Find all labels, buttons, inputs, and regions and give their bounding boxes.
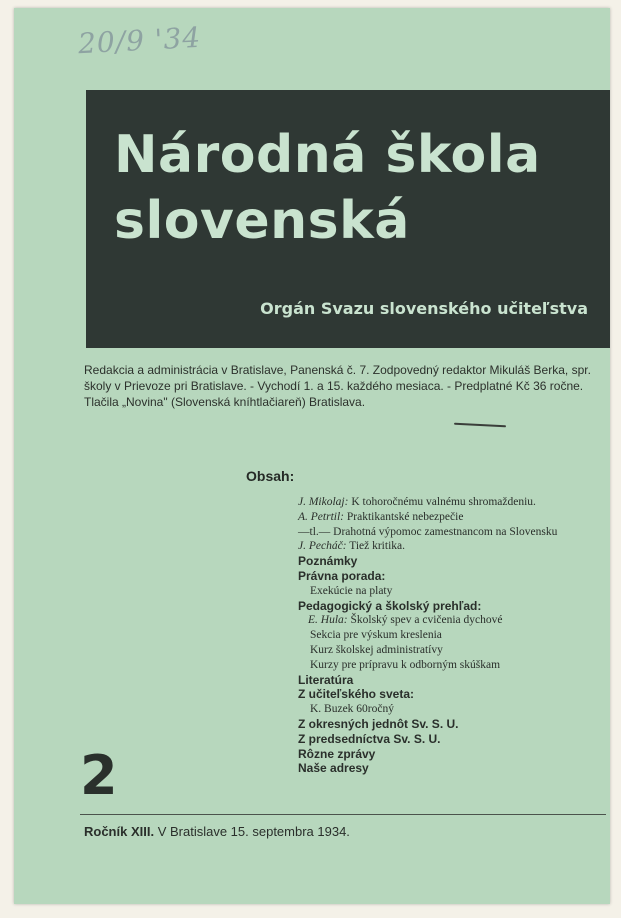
toc-line: Pedagogický a školský prehľad: xyxy=(298,598,482,613)
toc-author: E. Hula: xyxy=(308,614,348,627)
toc-line: Kurz školskej administratívy xyxy=(310,643,443,656)
ink-mark xyxy=(454,423,506,428)
toc-line: Z učiteľského sveta: xyxy=(298,687,414,702)
imprint-line: Redakcia a administrácia v Bratislave, Panenská č. 7. Zodpovedný redaktor Mikuláš Berka, spr. xyxy=(84,363,591,377)
toc-line: Poznámky xyxy=(298,554,358,569)
table-of-contents xyxy=(298,495,608,776)
title-line-1: Národná škola xyxy=(114,125,541,185)
toc-title: Tiež kritika. xyxy=(346,540,405,553)
toc-line: Právna porada: xyxy=(298,568,386,583)
toc-line xyxy=(298,510,608,525)
journal-subtitle: Orgán Svazu slovenského učiteľstva xyxy=(260,299,588,318)
toc-line: Z predsedníctva Sv. S. U. xyxy=(298,731,441,746)
cover-page xyxy=(14,8,610,904)
toc-title: Praktikantské nebezpečie xyxy=(344,510,464,523)
toc-title: —tl.— Drahotná výpomoc zamestnancom na Slovensku xyxy=(298,525,558,538)
toc-author: J. Pecháč: xyxy=(298,540,347,553)
toc-line: Kurzy pre prípravu k odborným skúškam xyxy=(310,658,501,671)
issue-number: 2 xyxy=(80,744,118,807)
toc-line: Exekúcie na platy xyxy=(310,584,393,597)
footer xyxy=(84,824,350,839)
toc-line: Naše adresy xyxy=(298,761,369,776)
contents-heading: Obsah: xyxy=(246,468,295,484)
toc-line: Z okresných jednôt Sv. S. U. xyxy=(298,716,459,731)
toc-author: J. Mikolaj: xyxy=(298,496,349,508)
toc-author: A. Petrtil: xyxy=(298,510,344,523)
toc-line xyxy=(298,495,608,510)
footer-divider xyxy=(80,814,606,815)
toc-title: K tohoročnému valnému shromaždeniu. xyxy=(348,496,536,508)
imprint-block xyxy=(84,362,614,410)
toc-line: K. Buzek 60ročný xyxy=(310,703,394,716)
toc-line: Sekcia pre výskum kreslenia xyxy=(310,629,442,642)
toc-line xyxy=(298,525,608,540)
imprint-line: Tlačila „Novina" (Slovenská kníhtlačiareň) Bratislava. xyxy=(84,395,366,409)
toc-line xyxy=(298,613,608,628)
toc-line xyxy=(298,539,608,554)
handwritten-note: 20/9 '34 xyxy=(77,20,202,61)
title-line-2: slovenská xyxy=(114,191,410,251)
imprint-line: školy v Prievoze pri Bratislave. - Vychodí 1. a 15. každého mesiaca. - Predplatné Kč 36 ročne. xyxy=(84,379,584,393)
toc-title: Školský spev a cvičenia dychové xyxy=(347,614,503,627)
toc-line: Rôzne zprávy xyxy=(298,746,376,761)
place-date: V Bratislave 15. septembra 1934. xyxy=(157,824,350,839)
volume-label: Ročník XIII. xyxy=(84,824,155,839)
journal-title xyxy=(114,122,541,254)
toc-line: Literatúra xyxy=(298,672,354,687)
title-banner xyxy=(86,90,610,348)
